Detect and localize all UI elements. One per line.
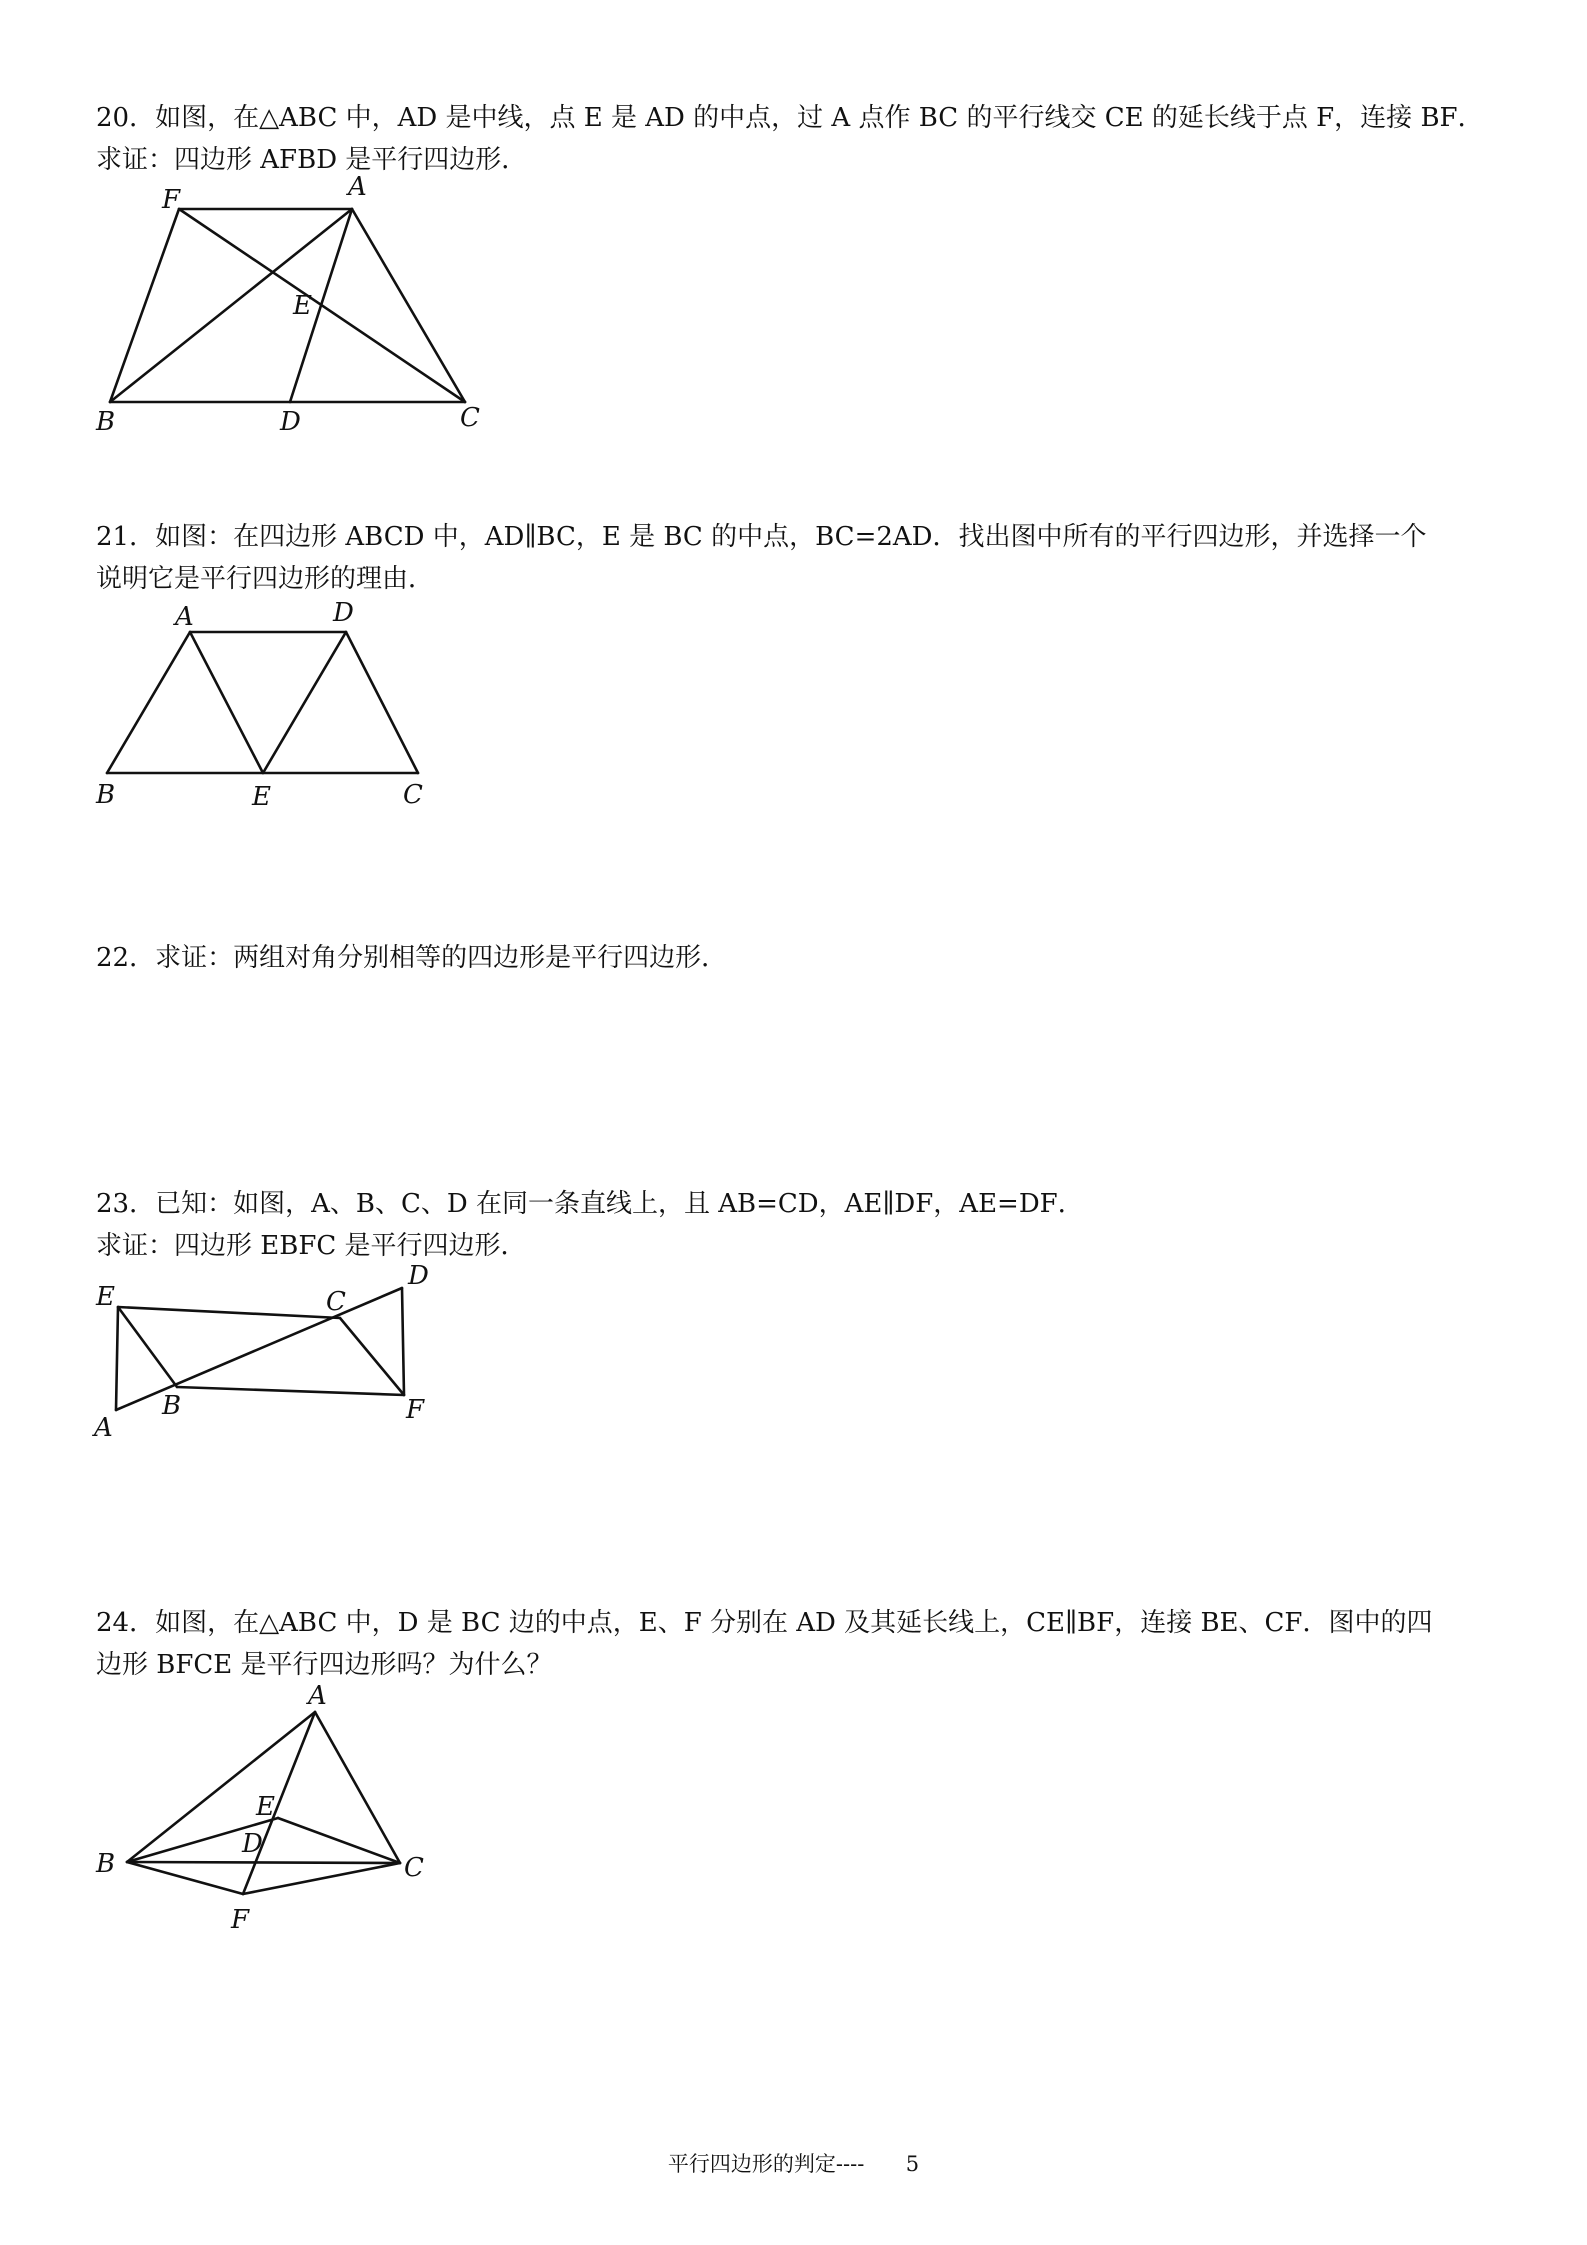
segment-AC xyxy=(352,209,465,402)
question-21-line-2: 说明它是平行四边形的理由． xyxy=(96,564,435,594)
segment-FC xyxy=(243,1863,400,1894)
question-23-line-2: 求证：四边形 EBFC 是平行四边形． xyxy=(96,1231,527,1261)
segment-EC xyxy=(118,1307,340,1318)
segment-DF xyxy=(402,1288,404,1395)
label-B: B xyxy=(96,780,116,810)
label-A: A xyxy=(175,602,194,632)
segment-BA xyxy=(110,209,352,402)
label-A: A xyxy=(348,172,367,202)
segment-DC xyxy=(346,632,418,773)
label-C: C xyxy=(460,403,480,433)
segment-BF xyxy=(127,1862,243,1894)
question-23 xyxy=(96,1183,1496,1267)
label-E: E xyxy=(96,1282,115,1312)
page-footer xyxy=(0,2148,1587,2178)
segment-EB xyxy=(118,1307,177,1387)
label-B: B xyxy=(96,1849,116,1879)
question-22-line-1: 22．求证：两组对角分别相等的四边形是平行四边形． xyxy=(96,943,728,973)
label-C: C xyxy=(326,1287,346,1317)
question-21 xyxy=(96,516,1496,600)
segment-AB xyxy=(107,632,190,773)
page-number: 5 xyxy=(905,2152,920,2176)
footer-title: 平行四边形的判定---- xyxy=(667,2152,865,2176)
question-21-line-1: 21．如图：在四边形 ABCD 中，AD∥BC，E 是 BC 的中点，BC=2AD．找出图中所有的平行四边形，并选择一个 xyxy=(96,522,1427,552)
label-C: C xyxy=(404,1853,424,1883)
segment-BF xyxy=(177,1387,404,1395)
segment-AC xyxy=(315,1712,400,1863)
segment-CF xyxy=(340,1318,404,1395)
segment-BC xyxy=(127,1862,400,1863)
question-22 xyxy=(96,937,1496,979)
label-E: E xyxy=(252,782,271,812)
label-A: A xyxy=(308,1681,327,1711)
label-E: E xyxy=(293,291,312,321)
figure-23 xyxy=(90,1262,450,1452)
label-D: D xyxy=(280,407,301,437)
label-F: F xyxy=(231,1905,250,1935)
label-F: F xyxy=(162,185,181,215)
figure-21 xyxy=(90,595,450,815)
segment-AE xyxy=(190,632,263,773)
segment-EA xyxy=(116,1307,118,1410)
label-D: D xyxy=(408,1261,429,1291)
question-20-line-2: 求证：四边形 AFBD 是平行四边形． xyxy=(96,145,528,175)
figure-24 xyxy=(90,1682,450,1942)
figure-20 xyxy=(90,170,510,440)
label-D: D xyxy=(333,598,354,628)
label-E: E xyxy=(256,1792,275,1822)
label-D: D xyxy=(242,1829,263,1859)
question-20 xyxy=(96,97,1496,181)
segment-DE xyxy=(263,632,346,773)
segment-AD xyxy=(116,1288,402,1410)
question-24 xyxy=(96,1602,1496,1686)
segment-AB xyxy=(127,1712,315,1862)
question-20-line-1: 20．如图，在△ABC 中，AD 是中线，点 E 是 AD 的中点，过 A 点作 BC 的平行线交 CE 的延长线于点 F，连接 BF． xyxy=(96,103,1484,133)
label-B: B xyxy=(96,407,116,437)
question-24-line-2: 边形 BFCE 是平行四边形吗？为什么？ xyxy=(96,1650,553,1680)
label-F: F xyxy=(406,1395,425,1425)
label-A: A xyxy=(94,1413,113,1443)
label-B: B xyxy=(162,1391,182,1421)
segment-FC xyxy=(179,209,465,402)
question-24-line-1: 24．如图，在△ABC 中，D 是 BC 边的中点，E、F 分别在 AD 及其延长线上，CE∥BF，连接 BE、CF．图中的四 xyxy=(96,1608,1433,1638)
label-C: C xyxy=(403,780,423,810)
question-23-line-1: 23．已知：如图，A、B、C、D 在同一条直线上，且 AB=CD，AE∥DF，AE=DF． xyxy=(96,1189,1084,1219)
segment-EC xyxy=(278,1818,400,1863)
